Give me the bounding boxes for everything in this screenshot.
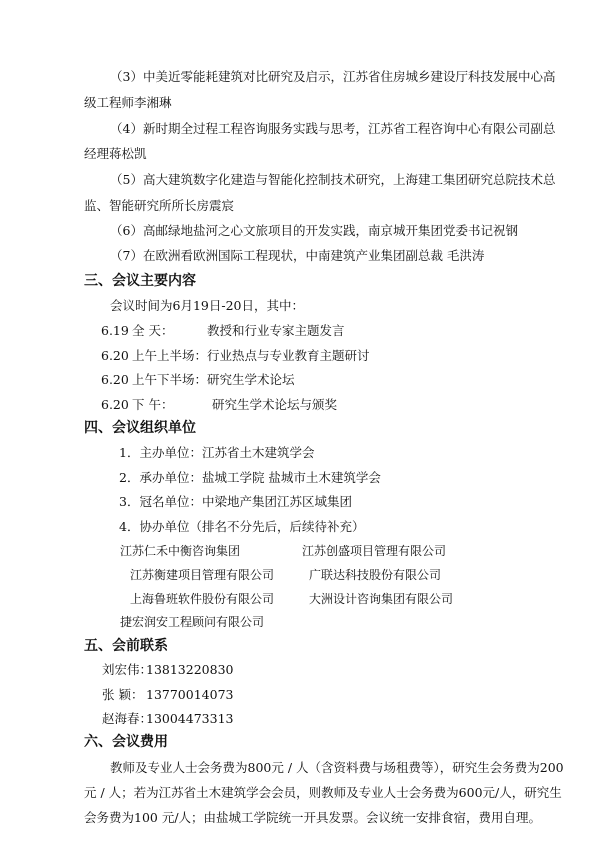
schedule-slot: 上午下半场： <box>132 372 208 387</box>
fee-line-2: 元 / 人；若为江苏省土木建筑学会会员，则教师及专业人士会务费为600元/人，研究生 <box>84 785 562 800</box>
schedule-slot: 上午上半场： <box>132 348 208 363</box>
speaker-6-line: （6）高邮绿地盐河之心文旅项目的开发实践，南京城开集团党委书记祝钢 <box>110 223 518 238</box>
section-6-heading: 六、会议费用 <box>84 734 168 750</box>
title-sponsor-unit: 3．冠名单位：中梁地产集团江苏区域集团 <box>119 494 352 509</box>
co-organizer-heading: 4．协办单位（排名不分先后，后续待补充） <box>119 519 365 534</box>
contact-name: 张 颖： <box>102 687 144 702</box>
speaker-3-line-1: （3）中美近零能耗建筑对比研究及启示，江苏省住房城乡建设厅科技发展中心高 <box>110 69 556 84</box>
section-3-heading: 三、会议主要内容 <box>84 273 196 289</box>
fee-line-3: 会务费为100 元/人；由盐城工学院统一开具发票。会议统一安排食宿，费用自理。 <box>84 810 542 825</box>
speaker-4-line-2: 经理蒋松凯 <box>84 146 147 161</box>
contact-phone: 13813220830 <box>146 662 234 677</box>
co-organizer: 广联达科技股份有限公司 <box>309 568 442 582</box>
meeting-time-intro: 会议时间为6月19日-20日，其中： <box>110 298 304 313</box>
schedule-topic: 教授和行业专家主题发言 <box>207 323 345 338</box>
schedule-topic: 行业热点与专业教育主题研讨 <box>207 348 370 363</box>
co-organizer: 江苏仁禾中衡咨询集团 <box>120 544 241 558</box>
host-unit: 1．主办单位：江苏省土木建筑学会 <box>119 445 315 460</box>
section-4-heading: 四、会议组织单位 <box>84 420 196 436</box>
speaker-5-line-2: 监、智能研究所所长房震宸 <box>84 198 235 213</box>
speaker-5-line-1: （5）高大建筑数字化建造与智能化控制技术研究，上海建工集团研究总院技术总 <box>110 172 556 187</box>
schedule-date: 6.20 <box>101 348 129 363</box>
schedule-date: 6.20 <box>101 397 129 412</box>
speaker-7-line: （7）在欧洲看欧洲国际工程现状，中南建筑产业集团副总裁 毛洪涛 <box>110 248 485 263</box>
section-5-heading: 五、会前联系 <box>84 638 168 654</box>
speaker-4-line-1: （4）新时期全过程工程咨询服务实践与思考，江苏省工程咨询中心有限公司副总 <box>110 121 556 136</box>
schedule-date: 6.20 <box>101 372 129 387</box>
schedule-slot: 下 午： <box>132 397 174 412</box>
schedule-slot: 全 天： <box>132 323 174 338</box>
schedule-topic: 研究生学术论坛与颁奖 <box>212 397 338 412</box>
schedule-topic: 研究生学术论坛 <box>207 372 295 387</box>
co-organizer: 江苏衡建项目管理有限公司 <box>130 568 275 582</box>
co-organizer: 大洲设计咨询集团有限公司 <box>309 592 454 606</box>
contact-name: 赵海春： <box>102 711 153 726</box>
schedule-date: 6.19 <box>101 323 129 338</box>
co-organizer: 捷宏润安工程顾问有限公司 <box>120 615 265 629</box>
co-organizer: 上海鲁班软件股份有限公司 <box>130 592 275 606</box>
organizer-unit: 2．承办单位：盐城工学院 盐城市土木建筑学会 <box>119 470 381 485</box>
contact-name: 刘宏伟： <box>102 662 153 677</box>
contact-phone: 13770014073 <box>146 687 234 702</box>
speaker-3-line-2: 级工程师李湘琳 <box>84 95 172 110</box>
fee-line-1: 教师及专业人士会务费为800元 / 人（含资料费与场租费等），研究生会务费为200 <box>110 760 564 775</box>
contact-phone: 13004473313 <box>146 711 234 726</box>
co-organizer: 江苏创盛项目管理有限公司 <box>302 544 447 558</box>
